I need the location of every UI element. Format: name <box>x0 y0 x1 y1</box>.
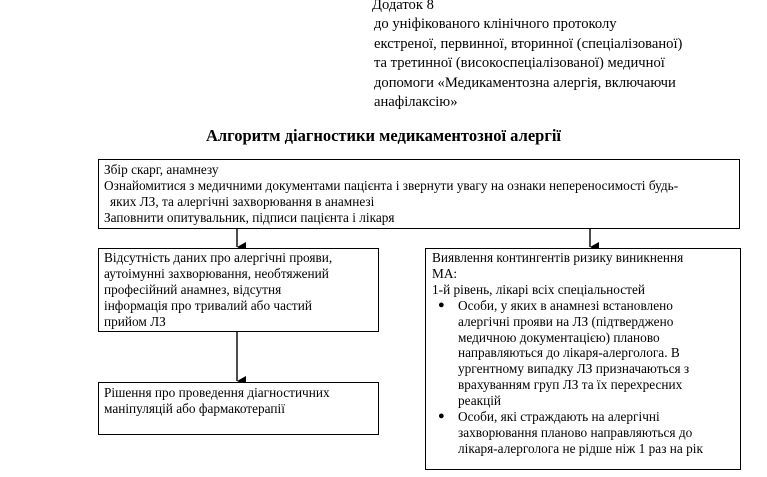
bullet-line: лікаря-алерголога не рідше ніж 1 раз на рік <box>458 440 703 456</box>
bullet-line: алергічні прояви на ЛЗ (підтверджено <box>458 313 674 329</box>
collect-line: яких ЛЗ, та алергічні захворювання в анамнезі <box>110 193 375 209</box>
risk-level: 1-й рівень, лікарі всіх спеціальностей <box>432 281 645 297</box>
risk-groups-box <box>425 248 741 470</box>
collect-line: Ознайомитися з медичними документами пацієнта і звернути увагу на ознаки непереносимості будь- <box>104 177 679 193</box>
no-data-line: професійний анамнез, відсутня <box>104 281 282 297</box>
bullet-line: захворювання планово направляються до <box>458 424 693 440</box>
annex-line: допомоги «Медикаментозна алергія, включаючи <box>374 74 676 91</box>
bullet-line: направляються до лікаря-алерголога. В <box>458 345 680 361</box>
annex-line: екстреної, первинної, вторинної (спеціалізованої) <box>374 35 683 52</box>
bullet-line: медичною документацією) планово <box>458 329 660 345</box>
collect-history-box <box>98 159 740 229</box>
decision-line: маніпуляцій або фармакотерапії <box>104 400 285 416</box>
risk-list <box>432 298 736 457</box>
bullet-line: реакцій <box>458 393 502 409</box>
no-data-line: прийом ЛЗ <box>104 313 166 329</box>
bullet-line: Особи, які страждають на алергічні <box>458 409 660 425</box>
collect-line: Заповнити опитувальник, підписи пацієнта і лікаря <box>104 209 395 225</box>
list-item <box>432 298 736 409</box>
bullet-icon: ● <box>438 410 445 423</box>
bullet-line: Особи, у яких в анамнезі встановлено <box>458 297 673 313</box>
collect-line: Збір скарг, анамнезу <box>104 162 219 177</box>
annex-line: та третинної (високоспеціалізованої) медичної <box>374 55 665 72</box>
list-item <box>432 409 736 457</box>
decision-box <box>98 382 379 435</box>
annex-number: Додаток 8 <box>372 0 434 13</box>
no-data-line: аутоімунні захворювання, необтяжений <box>104 265 329 281</box>
decision-line: Рішення про проведення діагностичних <box>104 385 330 400</box>
risk-heading: Виявлення контингентів ризику виникнення <box>432 250 684 265</box>
bullet-line: ургентному випадку ЛЗ призначаються з <box>458 361 690 377</box>
bullet-line: врахуванням груп ЛЗ та їх перехресних <box>458 377 683 393</box>
annex-line: до уніфікованого клінічного протоколу <box>374 16 617 33</box>
no-data-line: Відсутність даних про алергічні прояви, <box>104 250 333 265</box>
bullet-icon: ● <box>438 298 445 311</box>
no-data-box <box>98 248 379 332</box>
no-data-line: інформація про тривалий або частий <box>104 297 312 313</box>
risk-heading: МА: <box>432 265 458 281</box>
annex-line: анафілаксію» <box>374 94 458 111</box>
page-title: Алгоритм діагностики медикаментозної алергії <box>206 126 561 145</box>
